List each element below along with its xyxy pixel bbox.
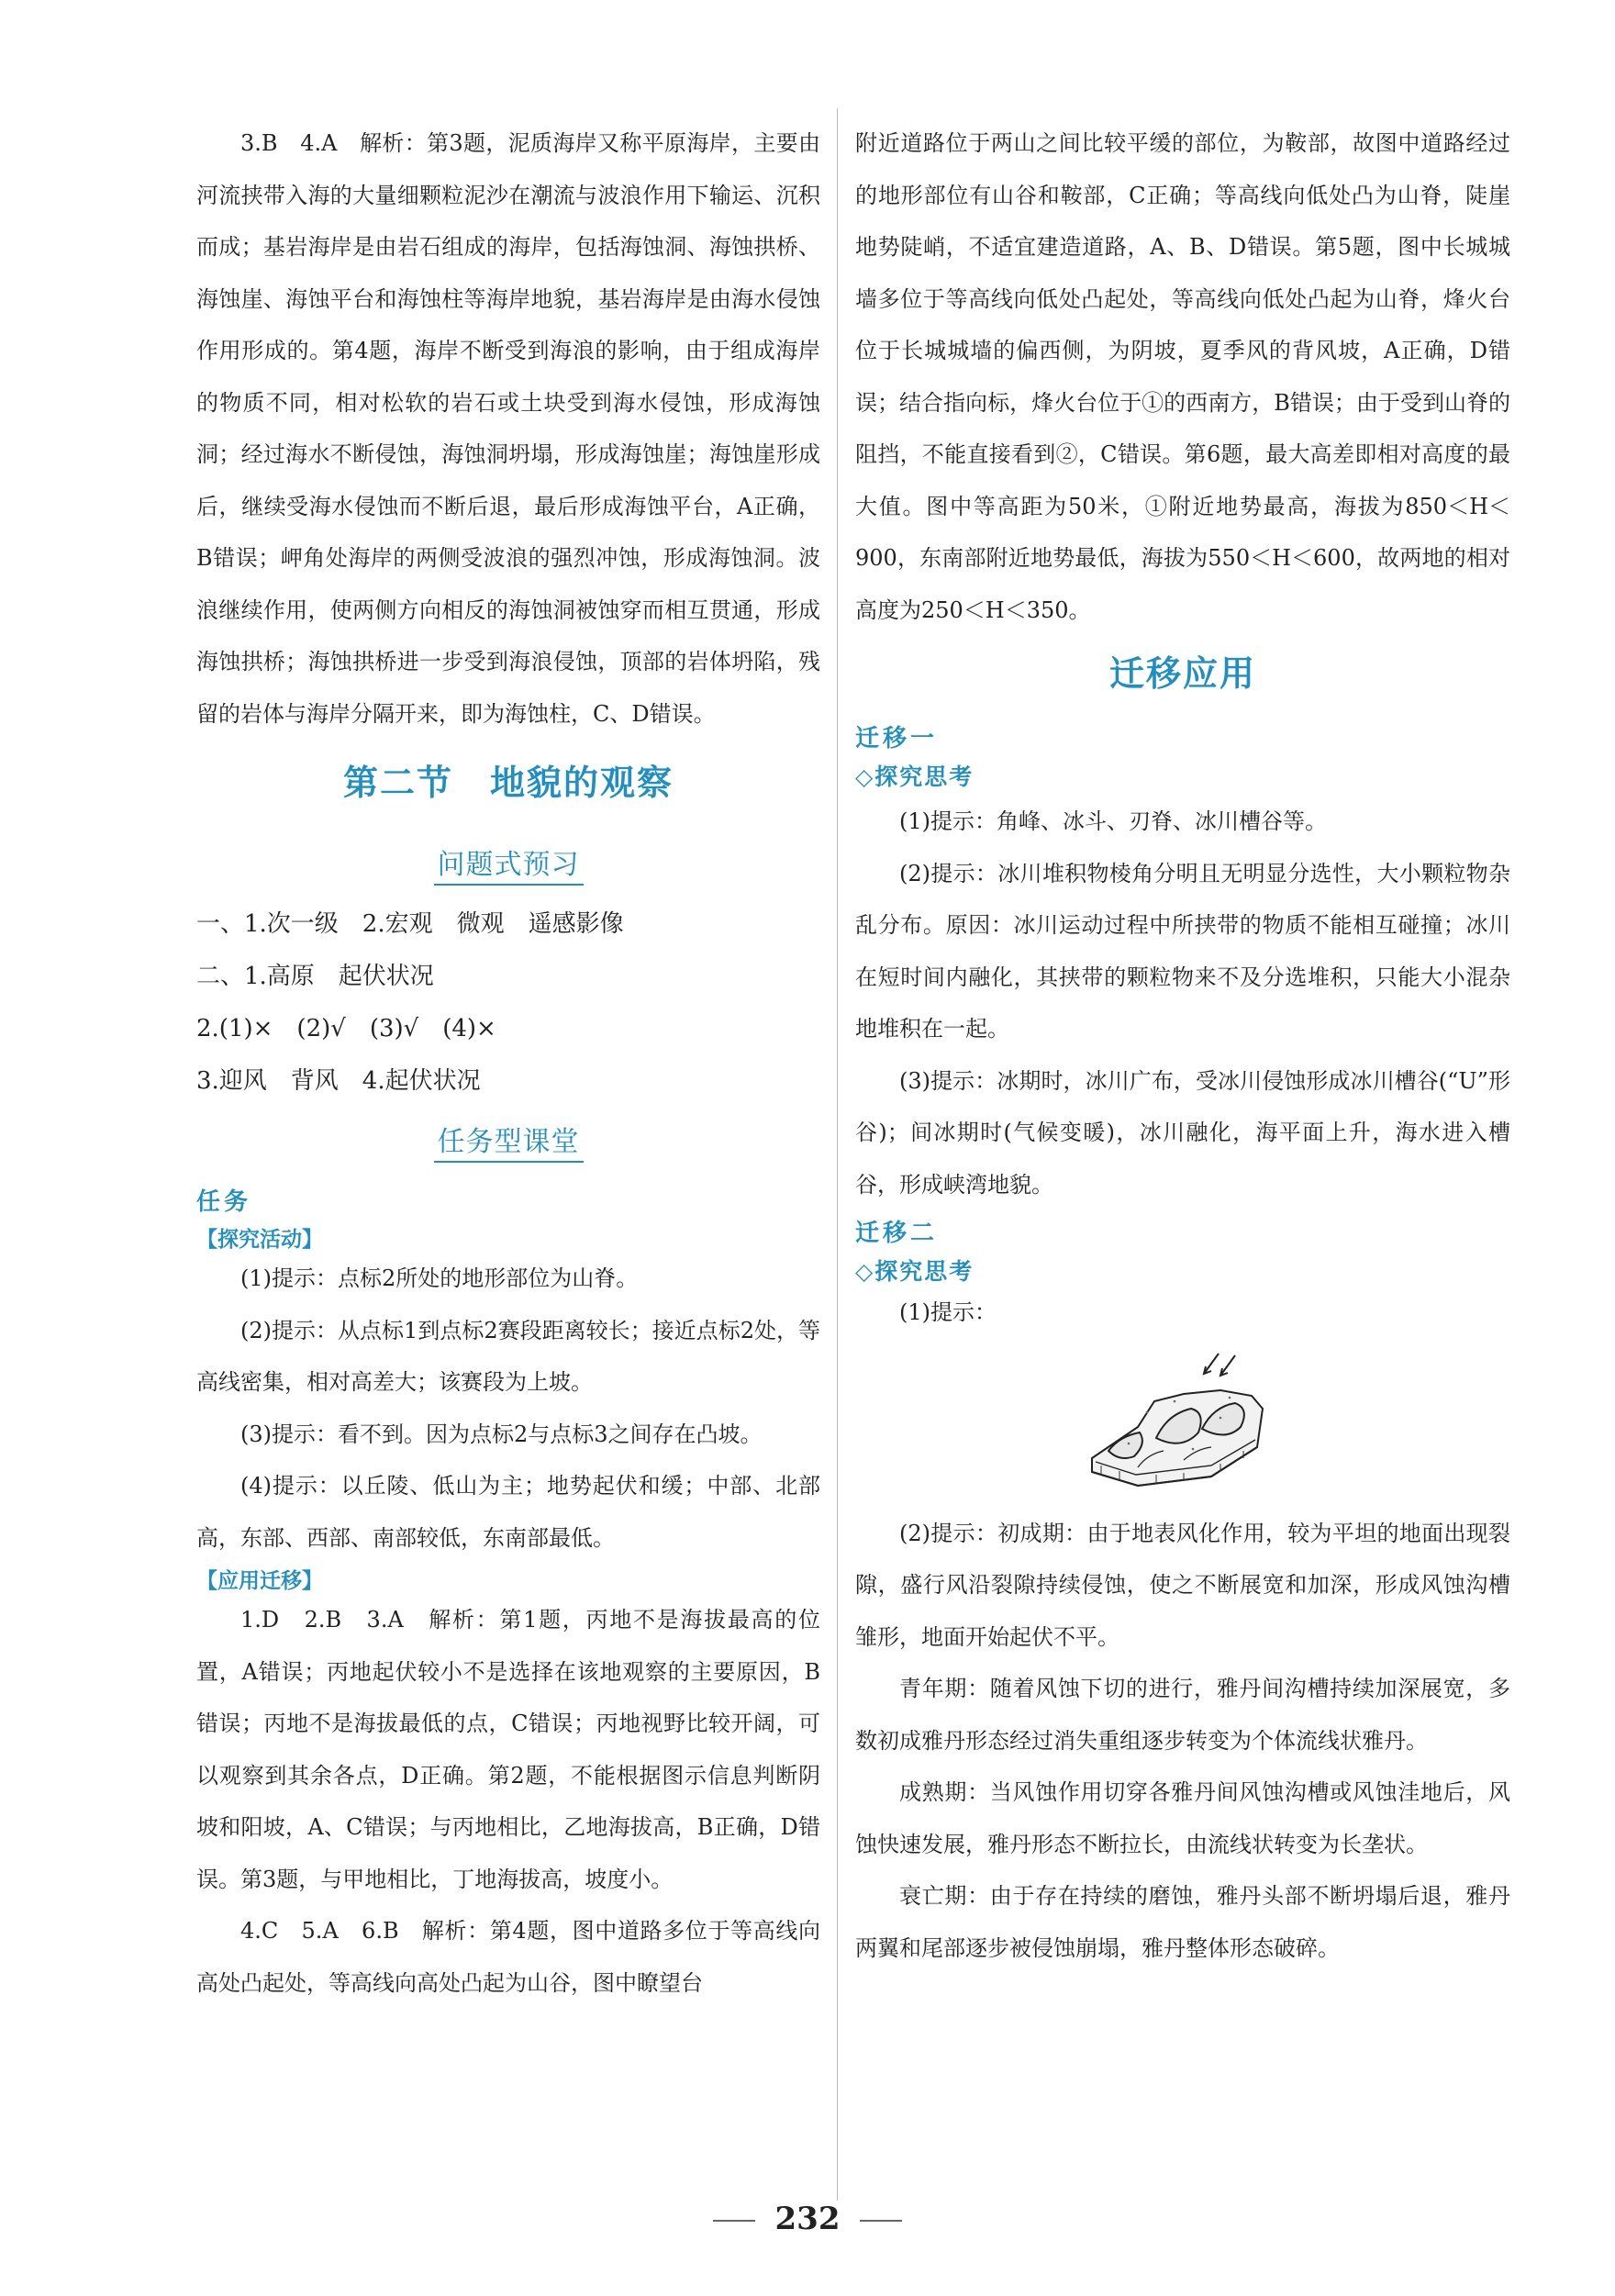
task-heading: 任务: [196, 1188, 252, 1216]
migration-item: (2)提示：初成期：由于地表风化作用，较为平坦的地面出现裂隙，盛行风沿裂隙持续侵蚀，使之不断展宽和加深，形成风蚀沟槽雏形，地面开始起伏不平。: [855, 1520, 1510, 1650]
left-column: [196, 117, 820, 2009]
migration-item: 衰亡期：由于存在持续的磨蚀，雅丹头部不断坍塌后退，雅丹两翼和尾部逐步被侵蚀崩塌，雅丹整体形态破碎。: [855, 1883, 1510, 1961]
yardang-landform-diagram: [1083, 1348, 1266, 1495]
migration-section-title: 迁移应用: [1108, 653, 1256, 694]
answer-paragraph: 3.B 4.A 解析：第3题，泥质海岸又称平原海岸，主要由河流挟带入海的大量细颗粒泥沙在潮流与波浪作用下输运、沉积而成；基岩海岸是由岩石组成的海岸，包括海蚀洞、海蚀拱桥、海蚀崖、海蚀平台和海蚀柱等海岸地貌，基岩海岸是由海水侵蚀作用形成的。第4题，海岸不断受到海浪的影响，由于组成海岸的物质不同，相对松软的岩石或土块受到海水侵蚀，形成海蚀洞；经过海水不断侵蚀，海蚀洞坍塌，形成海蚀崖；海蚀崖形成后，继续受海水侵蚀而不断后退，最后形成海蚀平台，A正确，B错误；岬角处海岸的两侧受波浪的强烈冲蚀，形成海蚀洞。波浪继续作用，使两侧方向相反的海蚀洞被蚀穿而相互贯通，形成海蚀拱桥；海蚀拱桥进一步受到海浪侵蚀，顶部的岩体坍陷，残留的岩体与海岸分隔开来，即为海蚀柱，C、D错误。: [196, 130, 820, 727]
migration-item: (1)提示：: [899, 1299, 997, 1325]
explore-think-heading: ◇探究思考: [855, 763, 975, 790]
page-number: 232: [0, 2201, 1615, 2237]
preview-line: 二、1.高原 起伏状况: [196, 963, 434, 990]
explore-item: (4)提示：以丘陵、低山为主；地势起伏和缓；中部、北部高，东部、西部、南部较低，东南部最低。: [196, 1473, 820, 1551]
preview-line: 3.迎风 背风 4.起伏状况: [196, 1067, 481, 1095]
explore-item: (1)提示：点标2所处的地形部位为山脊。: [240, 1265, 639, 1291]
explore-think-heading: ◇探究思考: [855, 1258, 975, 1285]
class-heading: 任务型课堂: [196, 1119, 820, 1163]
preview-line: 2.(1)× (2)√ (3)√ (4)×: [196, 1015, 496, 1042]
column-divider: [837, 108, 838, 2201]
migration-item: (2)提示：冰川堆积物棱角分明且无明显分选性，大小颗粒物杂乱分布。原因：冰川运动过程中所挟带的物质不能相互碰撞；冰川在短时间内融化，其挟带的颗粒物来不及分选堆积，只能大小混杂地堆积在一起。: [855, 860, 1510, 1042]
section-title: 第二节 地貌的观察: [342, 763, 674, 803]
migration-item: (3)提示：冰期时，冰川广布，受冰川侵蚀形成冰川槽谷(“U”形谷)；间冰期时(气候变暖)，冰川融化，海平面上升，海水进入槽谷，形成峡湾地貌。: [855, 1067, 1510, 1198]
explore-tag: 【探究活动】: [196, 1228, 323, 1252]
apply-paragraph: 4.C 5.A 6.B 解析：第4题，图中道路多位于等高线向高处凸起处，等高线向高处凸起为山谷，图中瞭望台: [196, 1918, 820, 1996]
migration-one-heading: 迁移一: [855, 725, 939, 752]
apply-paragraph: 1.D 2.B 3.A 解析：第1题，丙地不是海拔最高的位置，A错误；丙地起伏较小不是选择在该地观察的主要原因，B错误；丙地不是海拔最低的点，C错误；丙地视野比较开阔，可以观察到其余各点，D正确。第2题，不能根据图示信息判断阴坡和阳坡，A、C错误；与丙地相比，乙地海拔高，B正确，D错误。第3题，与甲地相比，丁地海拔高，坡度小。: [196, 1607, 820, 1892]
migration-item: (1)提示：角峰、冰斗、刃脊、冰川槽谷等。: [899, 808, 1327, 834]
preview-heading: 问题式预习: [196, 841, 820, 886]
explore-item: (2)提示：从点标1到点标2赛段距离较长；接近点标2处，等高线密集，相对高差大；该赛段为上坡。: [196, 1317, 820, 1395]
migration-item: 青年期：随着风蚀下切的进行，雅丹间沟槽持续加深展宽，多数初成雅丹形态经过消失重组逐步转变为个体流线状雅丹。: [855, 1676, 1510, 1754]
apply-tag: 【应用迁移】: [196, 1569, 323, 1593]
explore-item: (3)提示：看不到。因为点标2与点标3之间存在凸坡。: [240, 1421, 763, 1447]
right-column: [855, 117, 1510, 1974]
preview-line: 一、1.次一级 2.宏观 微观 遥感影像: [196, 910, 624, 938]
answer-paragraph-continued: 附近道路位于两山之间比较平缓的部位，为鞍部，故图中道路经过的地形部位有山谷和鞍部，C正确；等高线向低处凸为山脊，陡崖地势陡峭，不适宜建造道路，A、B、D错误。第5题，图中长城城墙多位于等高线向低处凸起处，等高线向低处凸起为山脊，烽火台位于长城城墙的偏西侧，为阴坡，夏季风的背风坡，A正确，D错误；结合指向标，烽火台位于①的西南方，B错误；由于受到山脊的阻挡，不能直接看到②，C错误。第6题，最大高差即相对高度的最大值。图中等高距为50米，①附近地势最高，海拔为850＜H＜900，东南部附近地势最低，海拔为550＜H＜600，故两地的相对高度为250＜H＜350。: [855, 130, 1510, 623]
migration-two-heading: 迁移二: [855, 1220, 939, 1247]
migration-item: 成熟期：当风蚀作用切穿各雅丹间风蚀沟槽或风蚀洼地后，风蚀快速发展，雅丹形态不断拉长，由流线状转变为长垄状。: [855, 1779, 1510, 1857]
